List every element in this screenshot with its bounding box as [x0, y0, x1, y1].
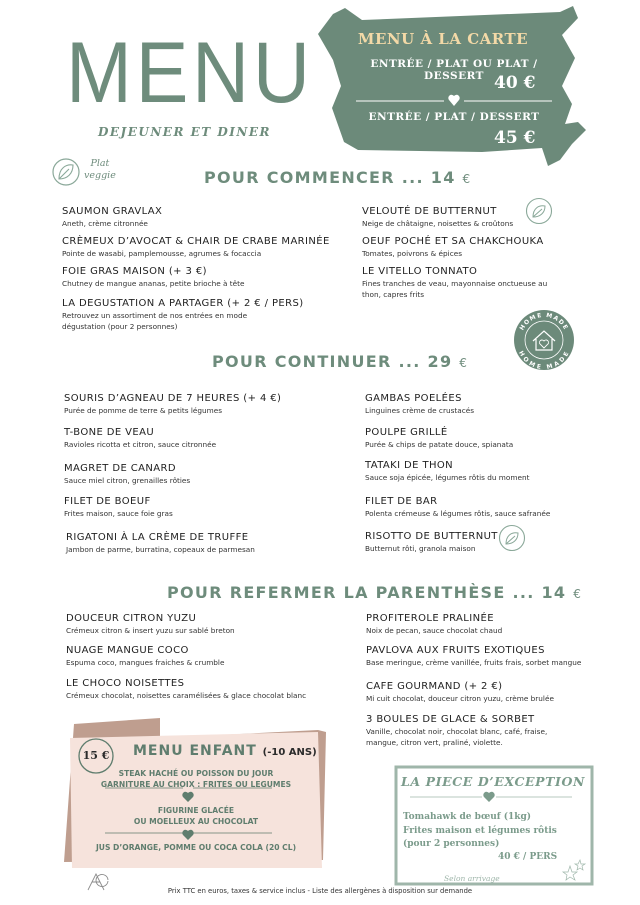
menu-item	[66, 612, 235, 636]
carte-price-2: 45 €	[494, 128, 536, 148]
item-name: LE VITELLO TONNATO	[362, 266, 478, 277]
enfant-drinks: JUS D’ORANGE, POMME OU COCA COLA (20 CL)	[95, 843, 297, 852]
menu-item	[62, 297, 304, 332]
section-currency: €	[459, 356, 469, 370]
homemade-badge	[514, 310, 574, 370]
item-desc: Butternut rôti, granola maison	[365, 544, 476, 553]
section-currency: €	[573, 587, 583, 601]
section-title-desserts	[167, 583, 582, 602]
item-desc: mangue, citron vert, praliné, violette.	[366, 738, 503, 747]
menu-item	[365, 530, 498, 554]
section-title-starters-text: POUR COMMENCER ... 14	[204, 168, 456, 187]
enfant-price: 15 €	[82, 749, 110, 762]
item-name: RISOTTO DE BUTTERNUT	[365, 531, 498, 542]
enfant-age: (-10 ANS)	[262, 747, 317, 758]
item-desc: Espuma coco, mangues fraiches & crumble	[66, 658, 225, 667]
exception-line: Tomahawk de bœuf (1kg)	[403, 812, 532, 822]
item-name: VELOUTÉ DE BUTTERNUT	[362, 206, 497, 217]
menu-item	[362, 235, 544, 259]
enfant-dessert	[76, 805, 316, 827]
menu-subtitle: DEJEUNER ET DINER	[98, 125, 271, 139]
exception-title: LA PIECE D’EXCEPTION	[401, 774, 585, 789]
item-desc: Neige de châtaigne, noisettes & croûtons	[362, 219, 514, 228]
carte-price-1: 40 €	[494, 73, 536, 93]
item-desc: Retrouvez un assortiment de nos entrées en mode	[62, 311, 248, 320]
veggie-label	[84, 158, 116, 182]
menu-item	[66, 531, 255, 555]
item-desc: Crémeux chocolat, noisettes caramélisées & glace chocolat blanc	[66, 691, 307, 700]
enfant-title	[133, 743, 317, 759]
leaf-icon	[59, 165, 73, 179]
item-name: DOUCEUR CITRON YUZU	[66, 613, 197, 624]
enfant-line: OU MOELLEUX AU CHOCOLAT	[133, 817, 259, 826]
menu-item	[64, 426, 216, 450]
item-desc: Chutney de mangue ananas, petite brioche à tête	[62, 279, 245, 288]
item-name: 3 BOULES DE GLACE & SORBET	[366, 714, 535, 725]
item-name: OEUF POCHÉ ET SA CHAKCHOUKA	[362, 236, 544, 247]
item-desc: Purée & chips de patate douce, spianata	[365, 440, 514, 449]
item-desc: Sauce miel citron, grenailles rôties	[64, 476, 191, 485]
exception-line: (pour 2 personnes)	[403, 839, 500, 849]
veggie-leaf-icon	[525, 197, 553, 225]
menu-item	[366, 680, 554, 704]
exception-price: 40 € / PERS	[498, 852, 558, 862]
svg-text:HOME MADE	[517, 350, 571, 370]
menu-item	[64, 392, 281, 416]
item-desc: Mi cuit chocolat, douceur citron yuzu, crème brulée	[366, 694, 554, 703]
svg-text:HOME MADE	[518, 312, 569, 332]
item-desc: Noix de pecan, sauce chocolat chaud	[366, 626, 503, 635]
menu-item	[362, 205, 513, 229]
veggie-leaf-icon	[498, 524, 526, 552]
section-title-starters	[204, 168, 471, 187]
section-title-mains	[212, 352, 468, 371]
menu-item	[362, 265, 547, 300]
item-name: LE CHOCO NOISETTES	[66, 678, 185, 689]
homemade-text-bottom: HOME MADE	[517, 349, 571, 370]
menu-title: MENU	[66, 25, 314, 121]
menu-item	[66, 644, 224, 668]
homemade-text-top: HOME MADE	[518, 311, 570, 332]
item-name: NUAGE MANGUE COCO	[66, 645, 189, 656]
carte-formula-1: ENTRÉE / PLAT OU PLAT / DESSERT	[370, 58, 538, 82]
item-name: CAFE GOURMAND (+ 2 €)	[366, 681, 503, 692]
veggie-label-line2: veggie	[84, 170, 116, 181]
enfant-line: FIGURINE GLACÉE	[157, 806, 235, 815]
item-name: PAVLOVA AUX FRUITS EXOTIQUES	[366, 645, 545, 656]
item-name: T-BONE DE VEAU	[64, 427, 155, 438]
item-name: POULPE GRILLÉ	[365, 427, 448, 438]
menu-item	[62, 205, 162, 229]
item-desc: Sauce soja épicée, légumes rôtis du moment	[365, 473, 530, 482]
carte-formula-2: ENTRÉE / PLAT / DESSERT	[368, 111, 540, 123]
item-name: TATAKI DE THON	[365, 460, 454, 471]
item-name: RIGATONI À LA CRÈME DE TRUFFE	[66, 532, 249, 543]
item-name: SAUMON GRAVLAX	[62, 206, 163, 217]
menu-item	[366, 612, 502, 636]
footer-note: Prix TTC en euros, taxes & service inclus - Liste des allergènes à disposition sur demande	[167, 887, 473, 895]
enfant-title-text: MENU ENFANT	[133, 743, 257, 759]
item-desc: Purée de pomme de terre & petits légumes	[64, 406, 223, 415]
enfant-line: STEAK HACHÉ OU POISSON DU JOUR	[118, 769, 274, 778]
enfant-line: GARNITURE AU CHOIX : FRITES OU LEGUMES	[100, 780, 292, 789]
item-desc: Base meringue, crème vanillée, fruits frais, sorbet mangue	[366, 658, 582, 667]
item-desc: thon, capres frits	[362, 290, 425, 299]
item-name: FOIE GRAS MAISON (+ 3 €)	[62, 266, 207, 277]
item-desc: Fines tranches de veau, mayonnaise onctueuse au	[362, 279, 548, 288]
item-name: FILET DE BOEUF	[64, 496, 151, 507]
item-desc: Aneth, crème citronnée	[62, 219, 148, 228]
item-desc: Polenta crémeuse & légumes rôtis, sauce safranée	[365, 509, 551, 518]
section-title-mains-text: POUR CONTINUER ... 29	[212, 352, 453, 371]
menu-item	[62, 235, 330, 259]
menu-item	[62, 265, 245, 289]
item-desc: Ravioles ricotta et citron, sauce citronnée	[64, 440, 217, 449]
item-name: PROFITEROLE PRALINÉE	[366, 613, 494, 624]
menu-item	[366, 644, 581, 668]
enfant-mains	[76, 768, 316, 790]
item-name: GAMBAS POELÉES	[365, 393, 462, 404]
item-name: LA DEGUSTATION A PARTAGER (+ 2 € / PERS)	[62, 298, 304, 309]
item-desc: dégustation (pour 2 personnes)	[62, 322, 178, 331]
exception-desc	[403, 811, 557, 852]
menu-item	[365, 392, 474, 416]
item-desc: Frites maison, sauce foie gras	[64, 509, 173, 518]
menu-item	[64, 462, 190, 486]
veggie-label-line1: Plat	[90, 158, 110, 169]
section-currency: €	[462, 172, 472, 186]
item-name: CRÈMEUX D’AVOCAT & CHAIR DE CRABE MARINÉE	[62, 236, 330, 247]
item-name: SOURIS D’AGNEAU DE 7 HEURES (+ 4 €)	[64, 393, 282, 404]
item-desc: Tomates, poivrons & épices	[362, 249, 463, 258]
item-desc: Jambon de parme, burratina, copeaux de parmesan	[66, 545, 255, 554]
menu-item	[365, 426, 513, 450]
item-desc: Linguines crème de crustacés	[365, 406, 475, 415]
item-desc: Crémeux citron & insert yuzu sur sablé breton	[66, 626, 235, 635]
carte-title: MENU À LA CARTE	[357, 30, 529, 48]
item-name: MAGRET DE CANARD	[64, 463, 176, 474]
exception-line: Frites maison et légumes rôtis	[403, 825, 557, 836]
section-title-desserts-text: POUR REFERMER LA PARENTHÈSE ... 14	[167, 583, 567, 602]
menu-item	[64, 495, 173, 519]
menu-item	[365, 459, 529, 483]
menu-item	[66, 677, 306, 701]
item-name: FILET DE BAR	[365, 496, 438, 507]
menu-item	[365, 495, 550, 519]
item-desc: Pointe de wasabi, pamplemousse, agrumes & focaccia	[62, 249, 262, 258]
menu-item	[366, 713, 547, 748]
exception-note: Selon arrivage	[444, 874, 500, 883]
item-desc: Vanille, chocolat noir, chocolat blanc, café, fraise,	[366, 727, 548, 736]
